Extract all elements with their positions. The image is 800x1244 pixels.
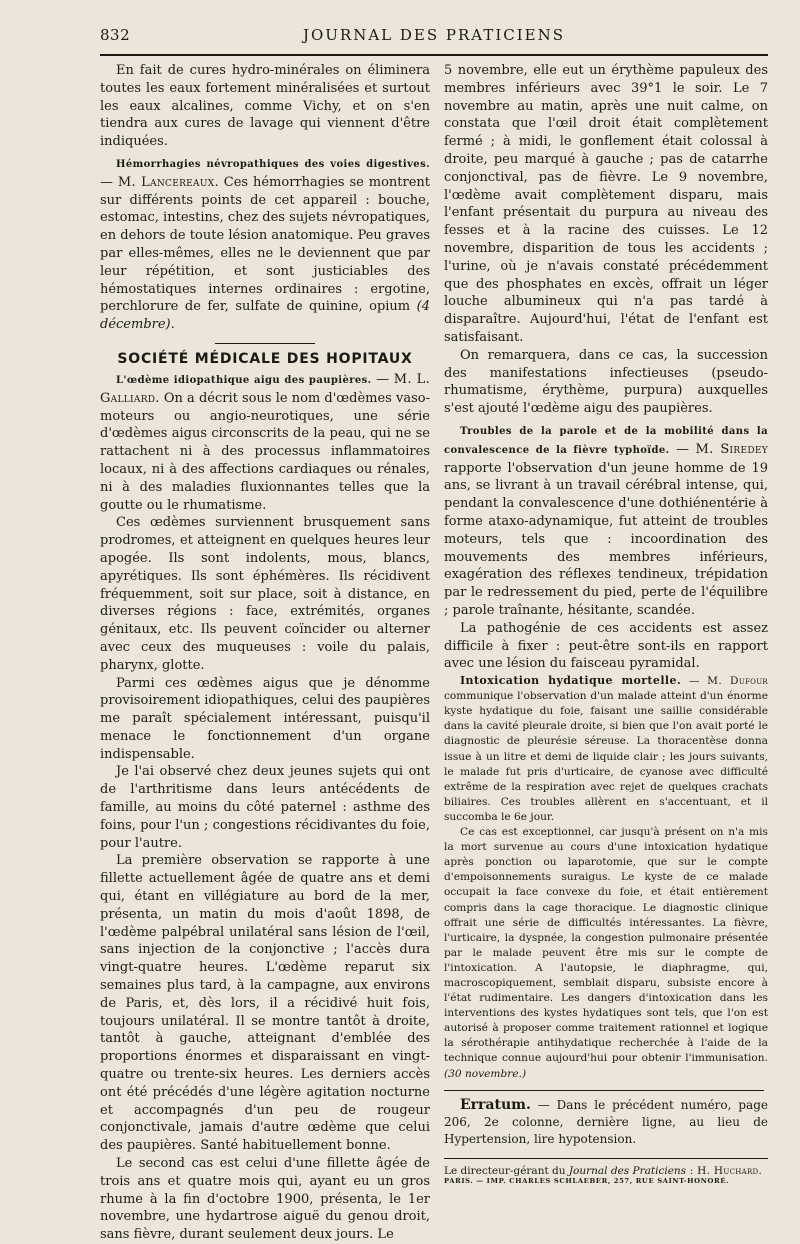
paragraph-exceptionnel <box>444 825 768 1082</box>
paragraph-second-cas: Le second cas est celui d'une fillette âgée de trois ans et quatre mois qui, ayant eu un gros rhume à la fin d'octobre 1900, présenta, le 1er novembre, une hydartrose aiguë du genou droit, sans fièvre, durant seulement deux jours. Le <box>100 1156 430 1243</box>
heading-troubles: Troubles de la parole et de la mobilité dans la convalescence de la fièvre typhoïde. <box>444 425 768 456</box>
dash: — <box>100 174 118 190</box>
section-divider <box>215 343 315 344</box>
author-dufour: M. Dufour <box>707 675 768 688</box>
right-column <box>444 62 768 1185</box>
author-siredey: M. Siredey <box>695 441 768 457</box>
section-title: SOCIÉTÉ MÉDICALE DES HOPITAUX <box>117 350 413 367</box>
article-intoxication <box>444 673 768 825</box>
journal-title: JOURNAL DES PRATICIENS <box>302 26 566 44</box>
paragraph-observe: Je l'ai observé chez deux jeunes sujets qui ont de l'arthritisme dans leurs antécédents de famille, au moins du côté paternel : asthme des foins, pour l'un ; congestions récidivantes du foie, pour l'autre. <box>100 764 430 851</box>
page-header <box>100 26 768 48</box>
paragraph-pathogenie: La pathogénie de ces accidents est assez difficile à fixer : peut-être sont-ils en rapport avec une lésion du faisceau pyramidal. <box>444 620 768 672</box>
director-line <box>444 1165 768 1177</box>
dash: — <box>371 371 394 387</box>
footer-rule <box>444 1158 768 1159</box>
erratum-text: — Dans le précédent numéro, page 206, 2e colonne, dernière ligne, au lieu de Hypertension, lire hypotension. <box>444 1097 768 1146</box>
date-intoxication: (30 novembre.) <box>444 1067 527 1080</box>
erratum-label: Erratum. <box>460 1096 531 1113</box>
heading-oedeme: L'œdème idiopathique aigu des paupières. <box>116 374 372 386</box>
text-hemorrhagies: Ces hémorrhagies se montrent sur différents points de cet appareil : bouche, estomac, intestins, chez des sujets névropatiques, en dehors de toute lésion anatomique. Peu graves par elles-mêmes, elles ne le deviennent que par leur répétition, et sont justiciables des hémostatiques internes ordinaires : ergotine, perchlorure de fer, sulfate de quinine, opium <box>100 174 431 315</box>
erratum <box>444 1097 768 1148</box>
erratum-rule <box>444 1090 764 1091</box>
printer-line: PARIS. — IMP. CHARLES SCHLAEBER, 257, RUE SAINT-HONORÉ. <box>444 1176 730 1185</box>
dash: — <box>669 441 696 457</box>
paragraph-novembre: 5 novembre, elle eut un érythème papuleux des membres inférieurs avec 39°1 le soir. Le 7 novembre au matin, après une nuit calme, on constata que l'œil droit était complètement fermé ; à midi, le gonflement était colossal à droite, peu marqué à gauche ; pas de catarrhe conjonctival, pas de fièvre. Le 9 novembre, l'œdème avait complètement disparu, mais l'enfant présentait du purpura au niveau des fesses et à la racine des cuisses. Le 12 novembre, disparition de tous les accidents ; l'urine, où je n'avais constaté précédemment que des phosphates en excès, offrait un léger louche albumineux qui n'a pas tardé à disparaître. Aujourd'hui, l'état de l'enfant est satisfaisant. <box>444 63 768 345</box>
paragraph-oedemes: Ces œdèmes surviennent brusquement sans prodromes, et atteignent en quelques heures leur apogée. Ils sont indolents, mous, blancs, apyrétiques. Ils sont éphémères. Ils récidivent fréquemment, soit sur place, soit à distance, en diverses régions : face, extrémités, organes génitaux, etc. Ils peuvent coïncider ou alterner avec ceux des muqueuses : voile du palais, pharynx, glotte. <box>100 515 430 673</box>
heading-hemorrhagies: Hémorrhagies névropathiques des voies digestives. <box>116 158 430 170</box>
director-name: : H. Huchard. <box>686 1164 763 1177</box>
header-rule <box>100 54 768 56</box>
article-troubles <box>444 422 768 620</box>
author-lancereaux: M. Lancereaux. <box>117 174 219 190</box>
article-hemorrhagies <box>100 155 430 334</box>
author-galliard: M. L. Galliard. <box>100 371 430 406</box>
article-oedeme <box>100 371 430 514</box>
date-hemorrhagies: (4 décembre). <box>100 299 430 333</box>
text-troubles: rapporte l'observation d'un jeune homme de 19 ans, se livrant à un travail cérébral intense, qui, pendant la convalescence d'une dothiénentérie à forme ataxo-adynamique, fut atteint de troubles moteurs, tels que : incoordination des mouvements des membres inférieurs, exagération des réflexes tendineux, trépidation par le redressement du pied, perte de l'équilibre ; parole traînante, hésitante, scandée. <box>444 460 768 618</box>
paragraph-cures: En fait de cures hydro-minérales on éliminera toutes les eaux fortement minéralisées et surtout les eaux alcalines, comme Vichy, et on s'en tiendra aux cures de lavage qui viennent d'être indiquées. <box>100 63 430 150</box>
text-intoxication: communique l'observation d'un malade atteint d'un énorme kyste hydatique du foie, faisant une saillie considérable dans la cavité pleurale droite, si bien que l'on avait porté le diagnostic de pleurésie séreuse. La thoracentèse donna issue à un litre et demi de liquide clair ; les jours suivants, le malade fut pris d'urticaire, de cyanose avec difficulté extrême de la respiration avec rejet de quelques crachats biliaires. Ces troubles allèrent en s'accentuant, et il succomba le 6e jour. <box>444 690 768 823</box>
paragraph-remarquera: On remarquera, dans ce cas, la succession des manifestations infectieuses (pseudo-rhumatisme, érythème, purpura) auxquelles s'est ajouté l'œdème aigu des paupières. <box>444 347 768 417</box>
page-number: 832 <box>100 26 131 44</box>
dash: — <box>681 675 708 688</box>
heading-intoxication: Intoxication hydatique mortelle. <box>460 674 682 688</box>
text-oedeme: On a décrit sous le nom d'œdèmes vaso-moteurs ou angio-neurotiques, une série d'œdèmes aigus circonscrits de la peau, qui ne se rattachent ni à des processus inflammatoires locaux, ni à des affections cardiaques ou rénales, ni à des maladies fluxionnantes telles que la goutte ou le rhumatisme. <box>100 390 430 513</box>
left-column <box>100 62 430 1244</box>
director-prefix: Le directeur-gérant du <box>444 1164 569 1177</box>
paragraph-parmi: Parmi ces œdèmes aigus que je dénomme provisoirement idiopathiques, celui des paupières me paraît spécialement intéressant, puisqu'il menace le fonctionnement d'un organe indispensable. <box>100 675 430 762</box>
text-exceptionnel: Ce cas est exceptionnel, car jusqu'à présent on n'a mis la mort survenue au cours d'une intoxication hydatique après ponction ou laparotomie, que sur le compte d'empoisonnements suraigus. Le kyste de ce malade occupait la face convexe du foie, et était entièrement compris dans la cage thoracique. Le diagnostic clinique offrait une série de difficultés intéressantes. La fièvre, l'urticaire, la dyspnée, la congestion pulmonaire présentée par le malade peuvent être mis sur le compte de l'intoxication. A l'autopsie, le diaphragme, qui, macroscopiquement, semblait disparu, subsiste encore à l'état rudimentaire. Les dangers d'intoxication dans les interventions des kystes hydatiques sont tels, que l'on est autorisé à proposer comme traitement rationnel et logique la sérothérapie antihydatique recherchée à l'aide de la technique connue aujourd'hui pour obtenir l'immunisation. <box>444 826 768 1065</box>
director-journal: Journal des Praticiens <box>568 1164 687 1177</box>
paragraph-premiere-observation: La première observation se rapporte à une fillette actuellement âgée de quatre ans et demi qui, étant en villégiature au bord de la mer, présenta, un matin du mois d'août 1898, de l'œdème palpébral unilatéral sans lésion de l'œil, sans injection de la conjonctive ; l'accès dura vingt-quatre heures. L'œdème reparut six semaines plus tard, à la campagne, aux environs de Paris, et, dès lors, il a récidivé huit fois, toujours unilatéral. Il se montre tantôt à droite, tantôt à gauche, atteignant d'emblée des proportions énormes et disparaissant en vingt-quatre ou trente-six heures. Les derniers accès ont été précédés d'une légère agitation nocturne et accompagnés d'un peu de rougeur conjonctivale, jamais d'autre œdème que celui des paupières. Santé habituellement bonne. <box>100 853 430 1154</box>
